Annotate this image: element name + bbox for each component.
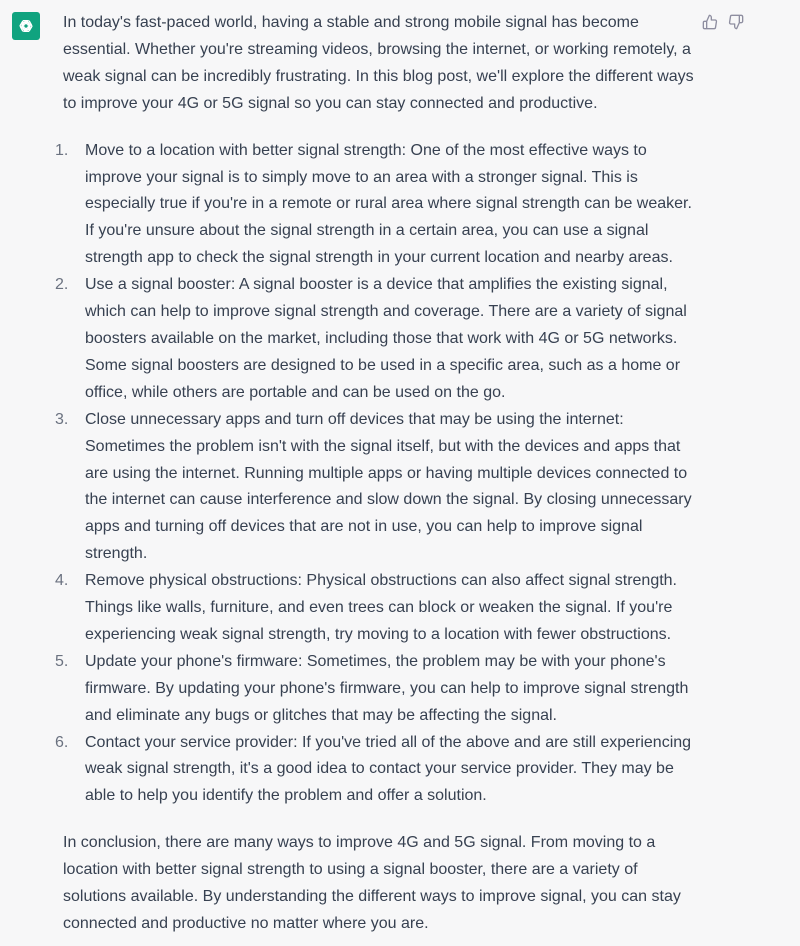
list-item <box>55 407 703 568</box>
list-item-text: Contact your service provider: If you've tried all of the above and are still experiencing weak signal strength, it's a good idea to contact your service provider. They may be able to help you identify the problem and offer a solution. <box>85 733 692 805</box>
list-number: 4. <box>55 572 69 590</box>
thumbs-down-icon <box>728 14 744 30</box>
list-number: 1. <box>55 141 69 159</box>
thumbs-up-button[interactable] <box>702 14 718 30</box>
intro-paragraph: In today's fast-paced world, having a stable and strong mobile signal has become essential. Whether you're streaming videos, browsing the internet, or working remotely, a weak signal can be incredibly frustrating. In this blog post, we'll explore the different ways to improve your 4G or 5G signal so you can stay connected and productive. <box>63 14 694 112</box>
list-number: 6. <box>55 733 69 751</box>
list-item-text: Move to a location with better signal strength: One of the most effective ways to improve your signal is to simply move to an area with a stronger signal. This is especially true if you're in a remote or rural area where signal strength can be weaker. If you're unsure about the signal strength in a certain area, you can use a signal strength app to check the signal strength in your current location and nearby areas. <box>85 141 692 267</box>
list-number: 3. <box>55 410 69 428</box>
list-item <box>55 568 703 649</box>
list-item <box>55 138 703 273</box>
steps-list <box>55 138 703 811</box>
thumbs-up-icon <box>702 14 718 30</box>
list-item <box>55 649 703 730</box>
openai-logo-icon <box>16 16 36 36</box>
list-item-text: Remove physical obstructions: Physical obstructions can also affect signal strength. Things like walls, furniture, and even trees can block or weaken the signal. If you're experiencing weak signal strength, try moving to a location with fewer obstructions. <box>85 572 677 643</box>
list-item <box>55 272 703 407</box>
list-item-text: Update your phone's firmware: Sometimes, the problem may be with your phone's firmware. By updating your phone's firmware, you can help to improve signal strength and eliminate any bugs or glitches that may be affecting the signal. <box>85 652 689 724</box>
list-number: 2. <box>55 276 69 294</box>
thumbs-down-button[interactable] <box>728 14 744 30</box>
list-item <box>55 730 703 811</box>
list-item-text: Use a signal booster: A signal booster is a device that amplifies the existing signal, which can help to improve signal strength and coverage. There are a variety of signal boosters available on the market, including those that work with 4G or 5G networks. Some signal boosters are designed to be used in a specific area, such as a home or office, while others are portable and can be used on the go. <box>85 276 687 401</box>
list-number: 5. <box>55 652 69 670</box>
feedback-buttons <box>702 14 744 30</box>
list-item-text: Close unnecessary apps and turn off devices that may be using the internet: Sometimes the problem isn't with the signal itself, but with the devices and apps that are using the internet. Running multiple apps or having multiple devices connected to the internet can cause interference and slow down the signal. By closing unnecessary apps and turning off devices that are not in use, you can help to improve signal strength. <box>85 410 692 563</box>
assistant-message <box>55 10 703 938</box>
conclusion-paragraph: In conclusion, there are many ways to improve 4G and 5G signal. From moving to a location with better signal strength to using a signal booster, there are a variety of solutions available. By understanding the different ways to improve signal, you can stay connected and productive no matter where you are. <box>63 834 681 932</box>
assistant-avatar <box>12 12 40 40</box>
